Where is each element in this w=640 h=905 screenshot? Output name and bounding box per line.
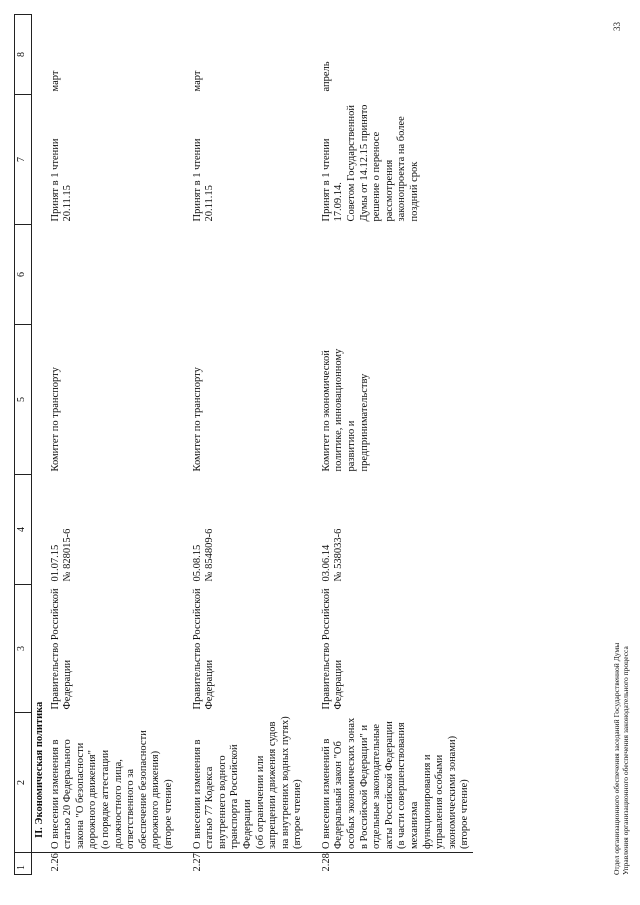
column-number: 5 [15, 325, 32, 475]
bill-initiator: Правительство Российской Федерации [320, 588, 345, 710]
bill-month: апрель [320, 61, 332, 92]
column-number: 7 [15, 95, 32, 225]
bill-month: март [191, 70, 203, 92]
bill-committee: Комитет по транспорту [191, 367, 203, 472]
section-row [32, 15, 49, 875]
bill-committee: Комитет по транспорту [49, 367, 61, 472]
bill-initiator: Правительство Российской Федерации [191, 588, 216, 710]
row-number: 2.28 [320, 853, 473, 875]
bill-date-number: 01.07.15 № 828015-6 [49, 528, 74, 582]
footer-line: Управления организационного обеспечения законодательного процесса [621, 646, 630, 875]
bill-col6 [49, 225, 177, 325]
bill-status: Принят в 1 чтении 17.09.14. Советом Государственной Думы от 14.12.15 принято решение о переносе рассмотрения законопроекта на более поздний срок [320, 104, 421, 222]
table-row [191, 15, 306, 875]
column-number: 2 [15, 713, 32, 853]
bill-status: Принят в 1 чтении 20.11.15 [191, 138, 216, 222]
bill-table [14, 14, 473, 875]
bill-date-number: 05.08.15 № 854809-6 [191, 528, 216, 582]
bill-month: март [49, 70, 61, 92]
bill-title: О внесении изменения в статью 77 Кодекса внутреннего водного транспорта Российской Федерации (об ограничении или запрещении движения судов на внутренних водных путях) (второе чтение) [191, 716, 304, 849]
bill-status: Принят в 1 чтении 20.11.15 [49, 138, 74, 222]
column-number: 8 [15, 15, 32, 95]
bill-col6 [320, 225, 473, 325]
column-number: 6 [15, 225, 32, 325]
footer-line: Отдел организационного обеспечения заседаний Государственной Думы [612, 642, 621, 875]
bill-title: О внесении изменения в статью 20 Федерального закона "О безопасности дорожного движения" (о порядке аттестации должностного лица, ответственного за обеспечение безопасности дорожного движения) (второе чтение) [49, 730, 174, 849]
bill-col6 [191, 225, 306, 325]
column-number: 3 [15, 585, 32, 713]
bill-initiator: Правительство Российской Федерации [49, 588, 74, 710]
section-title: II. Экономическая политика [34, 701, 45, 838]
bill-committee: Комитет по экономической политике, инновационному развитию и предпринимательству [320, 348, 370, 472]
footer [612, 643, 630, 875]
column-number: 4 [15, 475, 32, 585]
row-number: 2.27 [191, 853, 306, 875]
row-number: 2.26 [49, 853, 177, 875]
column-number-row [15, 15, 32, 875]
table-row [49, 15, 177, 875]
column-number: 1 [15, 853, 32, 875]
bill-title: О внесении изменений в Федеральный закон "Об особых экономических зонах в Российской Федерации" и отдельные законодательные акты Российской Федерации (в части совершенствования механизма функционирования и управления особыми экономическими зонами) (второе чтение) [320, 717, 471, 849]
table-row [320, 15, 473, 875]
page-number: 33 [612, 22, 622, 31]
bill-date-number: 03.06.14 № 538033-6 [320, 528, 345, 582]
